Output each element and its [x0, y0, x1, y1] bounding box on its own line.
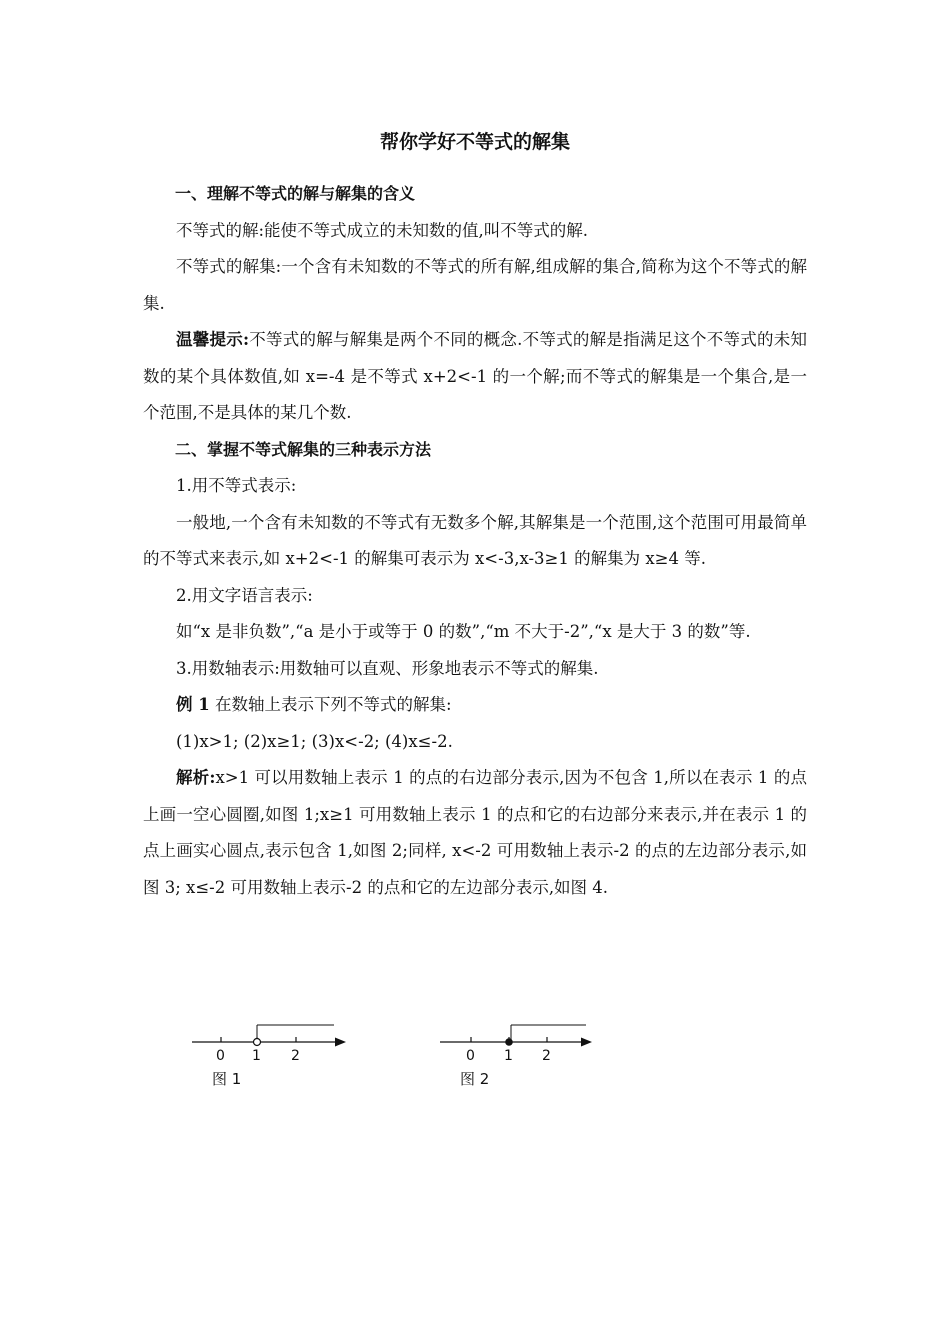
- number-line-1: [188, 1018, 358, 1068]
- analysis-paragraph: [143, 760, 807, 906]
- definition-solution-set: 不等式的解集:一个含有未知数的不等式的所有解,组成解的集合,简称为这个不等式的解集.: [143, 257, 807, 313]
- axis-arrow: [581, 1038, 592, 1047]
- method-2-text: 如“x 是非负数”,“a 是小于或等于 0 的数”,“m 不大于-2”,“x 是大于 3 的数”等.: [176, 622, 751, 641]
- figure-1: [188, 1018, 358, 1088]
- document-body: [143, 176, 807, 906]
- tick-label-0: 0: [466, 1048, 475, 1064]
- tip-label: 温馨提示:: [176, 330, 250, 349]
- page-title: 帮你学好不等式的解集: [379, 131, 570, 153]
- analysis-label: 解析:: [176, 768, 216, 787]
- method-1-text: 一般地,一个含有未知数的不等式有无数多个解,其解集是一个范围,这个范围可用最简单的不等式来表示,如 x+2<-1 的解集可表示为 x<-3,x-3≥1 的解集为 x≥4 等.: [143, 512, 807, 568]
- tick-label-0: 0: [216, 1048, 225, 1064]
- method-3-text: 3.用数轴表示:用数轴可以直观、形象地表示不等式的解集.: [176, 658, 599, 678]
- example-1: [143, 687, 807, 724]
- tip-text: 不等式的解与解集是两个不同的概念.不等式的解是指满足这个不等式的未知数的某个具体数值,如 x=-4 是不等式 x+2<-1 的一个解;而不等式的解集是一个集合,是一个范围,不是具体的某几个数.: [143, 330, 807, 422]
- tick-label-1: 1: [252, 1048, 261, 1064]
- figure-2-caption: 图 2: [460, 1070, 490, 1088]
- tick-label-2: 2: [291, 1048, 300, 1064]
- number-line-2: [436, 1018, 606, 1068]
- method-1-title: 1.用不等式表示:: [176, 476, 297, 495]
- analysis-text: x>1 可以用数轴上表示 1 的点的右边部分表示,因为不包含 1,所以在表示 1 的点上画一空心圆圈,如图 1;x≥1 可用数轴上表示 1 的点和它的右边部分来表示,并在表示 1 的点上画实心圆点,表示包含 1,如图 2;同样, x<-2 可用数轴上表示-2 的点的左边部分表示,如图 3; x≤-2 可用数轴上表示-2 的点和它的左边部分表示,如图 4.: [143, 768, 807, 897]
- section-1-heading: 一、理解不等式的解与解集的含义: [175, 184, 416, 203]
- method-2-title: 2.用文字语言表示:: [176, 585, 313, 605]
- tip-paragraph: [143, 322, 807, 432]
- example-text: 在数轴上表示下列不等式的解集:: [209, 695, 452, 714]
- figure-2: [436, 1018, 606, 1088]
- tick-label-1: 1: [504, 1048, 513, 1064]
- section-2-heading: 二、掌握不等式解集的三种表示方法: [175, 439, 432, 459]
- figure-1-caption: 图 1: [212, 1070, 242, 1088]
- axis-arrow: [335, 1038, 346, 1047]
- tick-label-2: 2: [542, 1048, 551, 1064]
- open-point: [254, 1039, 261, 1046]
- example-items: (1)x>1; (2)x≥1; (3)x<-2; (4)x≤-2.: [176, 731, 453, 751]
- filled-point: [505, 1038, 513, 1046]
- example-label: 例 1: [176, 695, 210, 714]
- definition-solution: 不等式的解:能使不等式成立的未知数的值,叫不等式的解.: [176, 220, 589, 240]
